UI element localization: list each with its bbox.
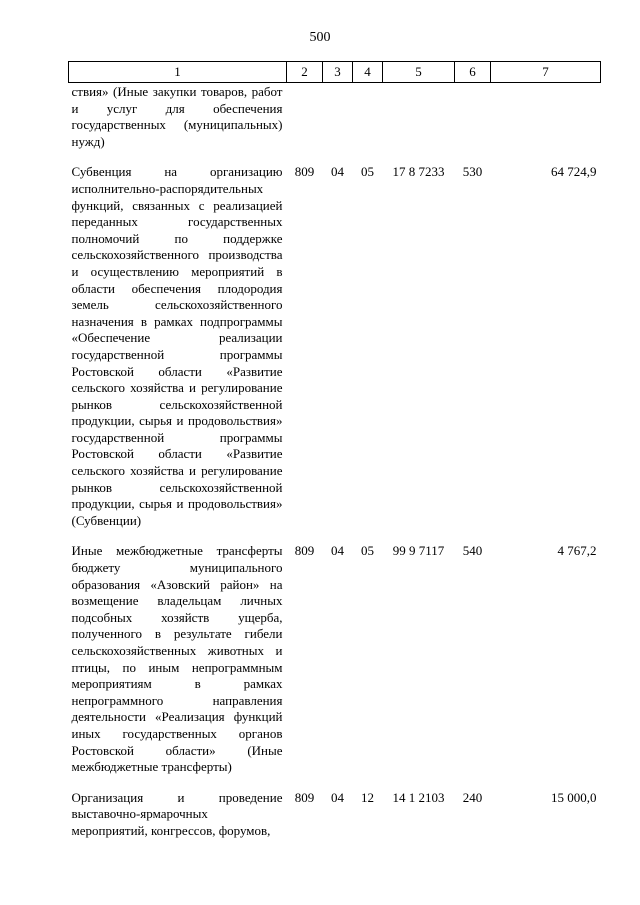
row-vr: [455, 83, 491, 151]
row-name: ствия» (Иные закупки товаров, работ и услуг для обеспечения государственных (муниципальных) нужд): [71, 84, 283, 149]
row-rz: 04: [331, 789, 344, 805]
header-col-1: 1: [69, 62, 287, 83]
table-header: [69, 62, 601, 83]
row-vr: 540: [462, 543, 483, 559]
row-rz: 04: [331, 543, 344, 559]
table-row: [69, 776, 601, 840]
row-csr: 17 8 7233: [392, 164, 445, 180]
row-csr: 99 9 7117: [392, 543, 445, 559]
table-row: [69, 83, 601, 151]
header-col-3: 3: [323, 62, 353, 83]
row-vr: 240: [462, 789, 483, 805]
row-csr: [383, 83, 455, 151]
table-row: [69, 150, 601, 529]
header-col-7: 7: [491, 62, 601, 83]
page-number: 500: [309, 30, 331, 45]
row-pr: 12: [361, 789, 374, 805]
row-rz: 04: [331, 164, 344, 180]
row-sum: 64 724,9: [551, 164, 597, 180]
row-csr: 14 1 2103: [392, 789, 445, 805]
row-rz: [323, 83, 353, 151]
row-pr: 05: [361, 543, 374, 559]
row-adm: 809: [294, 789, 315, 805]
row-pr: [353, 83, 383, 151]
row-vr: 530: [462, 164, 483, 180]
budget-table: [68, 61, 601, 840]
header-col-6: 6: [455, 62, 491, 83]
row-sum: 15 000,0: [551, 789, 597, 805]
row-adm: 809: [294, 164, 315, 180]
row-sum: 4 767,2: [557, 543, 597, 559]
row-name: Субвенция на организацию исполнительно-распорядительных функций, связанных с реализацией переданных государственных полномочий по поддержке сельскохозяйственного производства и осуществлению мероприятий в области обеспечения плодородия земель сельскохозяйственного назначения в рамках подпрограммы «Обеспечение реализации государственной программы Ростовской области «Развитие сельского хозяйства и регулирование рынков сельскохозяйственной продукции, сырья и продовольствия» государственной программы Ростовской области «Развитие сельского хозяйства и регулирование рынков сельскохозяйственной продукции, сырья и продовольствия» (Субвенции): [71, 164, 283, 528]
header-col-2: 2: [287, 62, 323, 83]
header-row: [69, 62, 601, 83]
row-name: Организация и проведение выставочно-ярмарочных мероприятий, конгрессов, форумов,: [71, 789, 283, 838]
table-row: [69, 529, 601, 775]
row-pr: 05: [361, 164, 374, 180]
row-adm: [287, 83, 323, 151]
header-col-4: 4: [353, 62, 383, 83]
header-col-5: 5: [383, 62, 455, 83]
row-sum: [491, 83, 601, 151]
row-adm: 809: [294, 543, 315, 559]
row-name: Иные межбюджетные трансферты бюджету муниципального образования «Азовский район» на возмещение владельцам личных подсобных хозяйств ущерба, полученного в результате гибели сельскохозяйственных животных и птицы, по иным непрограммным мероприятиям в рамках непрограммного направления деятельности «Реализация функций иных государственных органов Ростовской области» (Иные межбюджетные трансферты): [71, 543, 283, 775]
